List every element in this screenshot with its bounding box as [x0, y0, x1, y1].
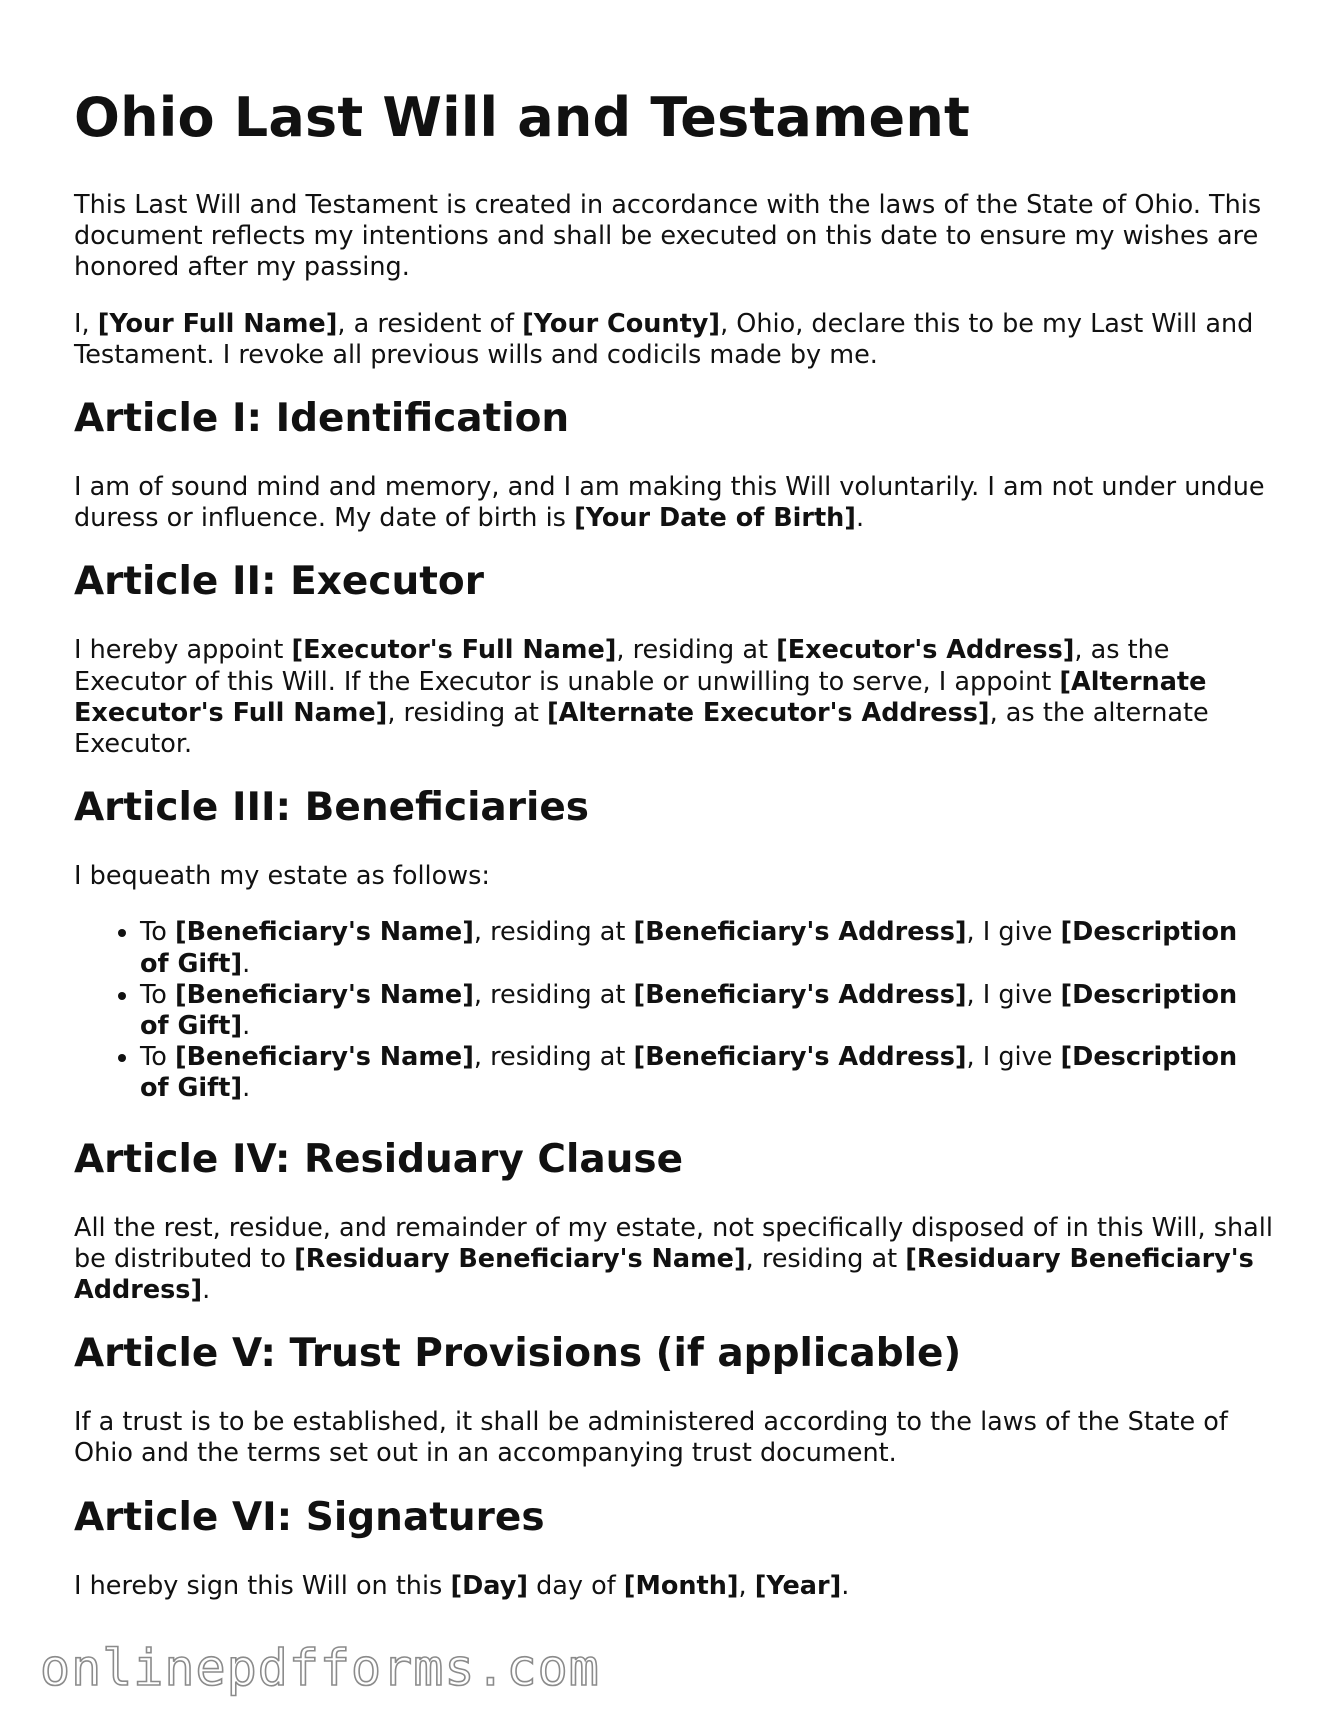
residuary-name-placeholder: [Residuary Beneficiary's Name] — [294, 1243, 746, 1274]
article-6-text: , — [738, 1570, 755, 1601]
gift-description-placeholder: [Description of Gift] — [140, 1042, 1238, 1104]
article-2-text: , residing at — [616, 635, 777, 666]
list-text: . — [242, 1011, 251, 1042]
date-of-birth-placeholder: [Your Date of Birth] — [574, 503, 856, 534]
article-1-text: I am of sound mind and memory, and I am making this Will voluntarily. I am not under undue duress or influence. My date of birth is — [74, 472, 1265, 534]
beneficiary-address-placeholder: [Beneficiary's Address] — [633, 1042, 967, 1073]
alternate-executor-address-placeholder: [Alternate Executor's Address] — [546, 697, 990, 728]
article-6-text: I hereby sign this Will on this — [74, 1570, 451, 1601]
article-1-paragraph — [74, 472, 1274, 534]
year-placeholder: [Year] — [754, 1570, 842, 1601]
list-text: To — [140, 979, 175, 1010]
month-placeholder: [Month] — [623, 1570, 739, 1601]
article-6-text: . — [841, 1570, 850, 1601]
list-text: , I give — [966, 979, 1061, 1010]
article-4-paragraph — [74, 1213, 1274, 1307]
declaration-text: , Ohio, declare this to be my Last Will and Testament. I revoke all previous wills and codicils made by me. — [74, 308, 1254, 370]
document-title: Ohio Last Will and Testament — [74, 86, 971, 149]
beneficiary-name-placeholder: [Beneficiary's Name] — [174, 1042, 474, 1073]
article-6-text: day of — [527, 1570, 624, 1601]
article-4-text: All the rest, residue, and remainder of my estate, not specifically disposed of in this Will, shall be distributed to — [74, 1212, 1273, 1274]
beneficiary-address-placeholder: [Beneficiary's Address] — [633, 979, 967, 1010]
intro-paragraph: This Last Will and Testament is created in accordance with the laws of the State of Ohio. This document reflects my intentions and shall be executed on this date to ensure my wishes are honored after my passing. — [74, 190, 1262, 283]
article-3-intro: I bequeath my estate as follows: — [74, 861, 490, 892]
article-4-text: . — [202, 1275, 211, 1306]
list-text: To — [140, 1042, 175, 1073]
article-2-paragraph — [74, 635, 1274, 760]
beneficiary-item — [140, 917, 1274, 979]
county-placeholder: [Your County] — [522, 308, 721, 339]
residuary-address-placeholder: [Residuary Beneficiary's Address] — [74, 1243, 1254, 1306]
gift-description-placeholder: [Description of Gift] — [140, 917, 1238, 979]
article-1-text: . — [855, 503, 865, 534]
alternate-executor-name-placeholder: [Alternate Executor's Full Name] — [74, 666, 1207, 728]
article-2-text: , as the alternate Executor. — [74, 697, 1209, 760]
beneficiary-name-placeholder: [Beneficiary's Name] — [174, 917, 474, 948]
article-5-paragraph: If a trust is to be established, it shall be administered according to the laws of the State of Ohio and the terms set out in an accompanying trust document. — [74, 1407, 1228, 1469]
declaration-paragraph — [74, 309, 1274, 371]
article-2-text: , residing at — [387, 697, 547, 728]
will-document — [74, 88, 1274, 1627]
gift-description-placeholder: [Description of Gift] — [140, 979, 1238, 1042]
article-2-heading: Article II: Executor — [74, 559, 484, 605]
beneficiary-address-placeholder: [Beneficiary's Address] — [633, 917, 967, 948]
list-text: , residing at — [473, 979, 634, 1010]
list-text: To — [140, 917, 175, 948]
declaration-text: , a resident of — [337, 308, 523, 339]
list-text: , I give — [966, 917, 1061, 948]
list-text: . — [242, 948, 251, 979]
article-1-heading: Article I: Identification — [74, 396, 570, 442]
list-text: , residing at — [473, 917, 634, 948]
site-watermark: onlinepdfforms.com — [40, 1639, 600, 1697]
article-6-heading: Article VI: Signatures — [74, 1494, 545, 1540]
beneficiary-item — [140, 980, 1274, 1042]
beneficiary-item — [140, 1042, 1274, 1104]
beneficiary-name-placeholder: [Beneficiary's Name] — [174, 979, 474, 1010]
article-6-paragraph — [74, 1571, 1274, 1602]
article-5-heading: Article V: Trust Provisions (if applicable) — [74, 1331, 962, 1377]
article-2-text: , as the Executor of this Will. If the Executor is unable or unwilling to serve, I appoint — [74, 635, 1170, 697]
beneficiary-list — [74, 917, 1274, 1104]
day-placeholder: [Day] — [450, 1570, 528, 1601]
article-4-heading: Article IV: Residuary Clause — [74, 1136, 684, 1182]
executor-address-placeholder: [Executor's Address] — [776, 635, 1075, 666]
article-3-heading: Article III: Beneficiaries — [74, 785, 590, 831]
list-text: , I give — [966, 1042, 1061, 1073]
list-text: , residing at — [473, 1042, 634, 1073]
full-name-placeholder: [Your Full Name] — [97, 308, 338, 339]
declaration-text: I, — [74, 308, 98, 339]
article-4-text: , residing at — [745, 1243, 906, 1274]
executor-name-placeholder: [Executor's Full Name] — [291, 635, 617, 666]
list-text: . — [242, 1073, 251, 1104]
article-2-text: I hereby appoint — [74, 635, 292, 666]
